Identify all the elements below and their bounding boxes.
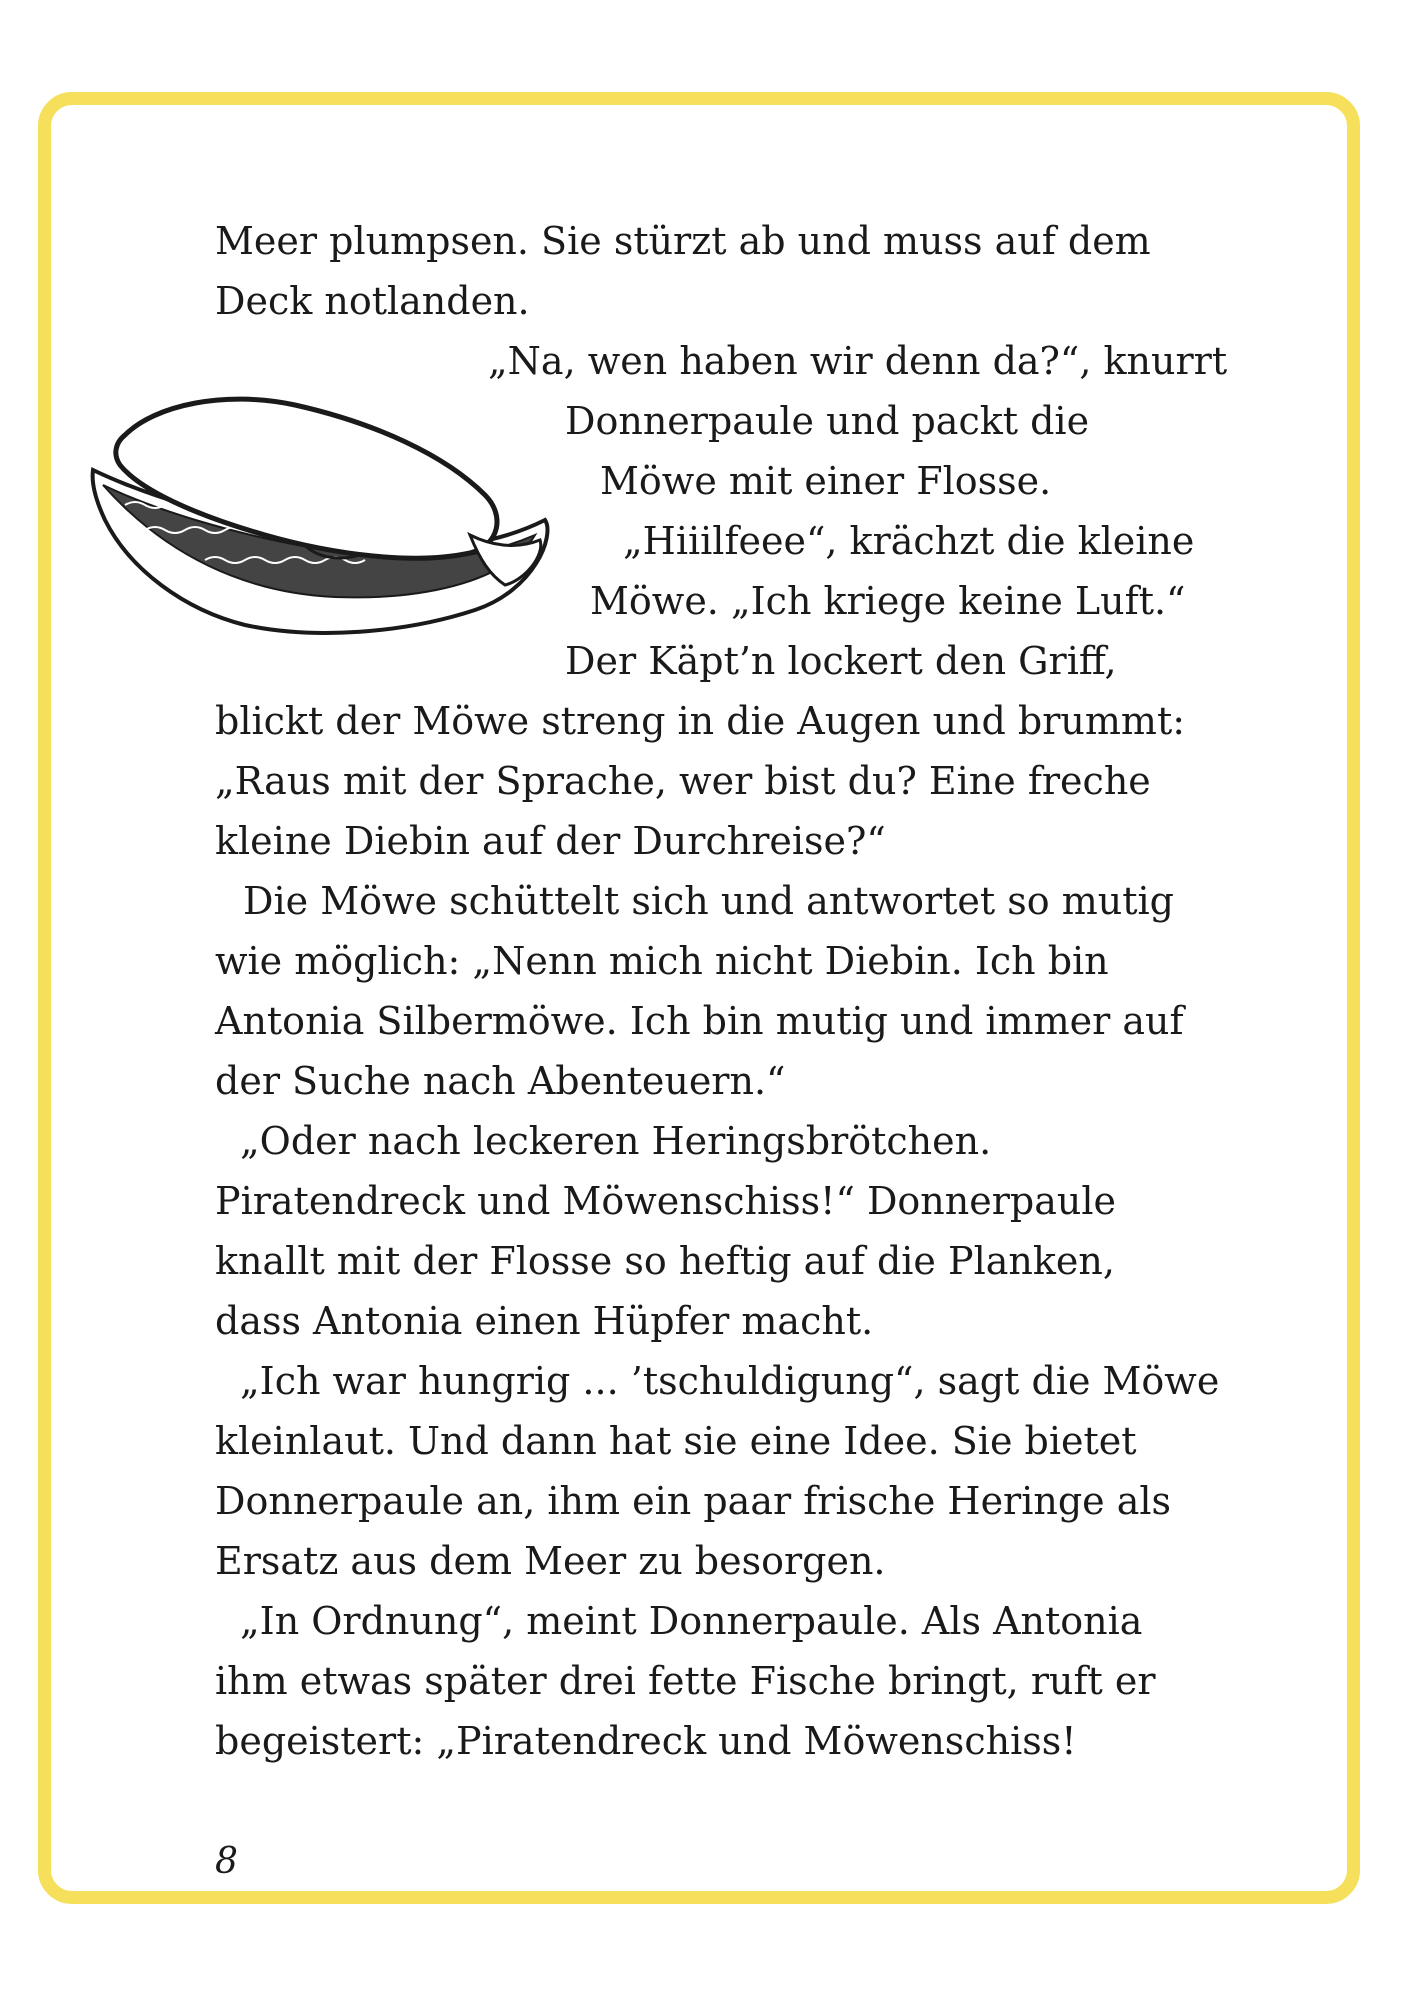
text-line: Piratendreck und Möwenschiss!“ Donnerpaule	[215, 1179, 1116, 1223]
text-line: „Na, wen haben wir denn da?“, knurrt	[488, 339, 1228, 383]
text-line: Der Käpt’n lockert den Griff,	[565, 639, 1117, 683]
text-line: „Oder nach leckeren Heringsbrötchen.	[240, 1119, 992, 1163]
text-line: Möwe. „Ich kriege keine Luft.“	[590, 579, 1186, 623]
text-line: „Hiiilfeee“, krächzt die kleine	[623, 519, 1195, 563]
text-line: kleine Diebin auf der Durchreise?“	[215, 819, 886, 863]
text-line: begeistert: „Piratendreck und Möwenschiss!	[215, 1719, 1077, 1763]
text-line: ihm etwas später drei fette Fische bringt, ruft er	[215, 1659, 1156, 1703]
text-line: Ersatz aus dem Meer zu besorgen.	[215, 1539, 886, 1583]
text-line: wie möglich: „Nenn mich nicht Diebin. Ich bin	[215, 939, 1109, 983]
text-line: Möwe mit einer Flosse.	[600, 459, 1052, 503]
text-line: „Ich war hungrig ... ’tschuldigung“, sagt die Möwe	[240, 1359, 1220, 1403]
text-line: Deck notlanden.	[215, 279, 530, 323]
text-line: Antonia Silbermöwe. Ich bin mutig und immer auf	[215, 999, 1184, 1043]
herring-sandwich-icon	[85, 385, 570, 650]
text-line: der Suche nach Abenteuern.“	[215, 1059, 786, 1103]
text-line: „Raus mit der Sprache, wer bist du? Eine freche	[215, 759, 1151, 803]
text-line: knallt mit der Flosse so heftig auf die Planken,	[215, 1239, 1115, 1283]
text-line: Donnerpaule und packt die	[565, 399, 1090, 443]
text-line: Meer plumpsen. Sie stürzt ab und muss auf dem	[215, 219, 1151, 263]
text-line: „In Ordnung“, meint Donnerpaule. Als Antonia	[240, 1599, 1143, 1643]
text-line: Die Möwe schüttelt sich und antwortet so mutig	[243, 879, 1174, 923]
text-line: Donnerpaule an, ihm ein paar frische Heringe als	[215, 1479, 1172, 1523]
text-line: blickt der Möwe streng in die Augen und brummt:	[215, 699, 1186, 743]
text-line: dass Antonia einen Hüpfer macht.	[215, 1299, 874, 1343]
page-number: 8	[215, 1841, 238, 1882]
text-line: kleinlaut. Und dann hat sie eine Idee. Sie bietet	[215, 1419, 1137, 1463]
